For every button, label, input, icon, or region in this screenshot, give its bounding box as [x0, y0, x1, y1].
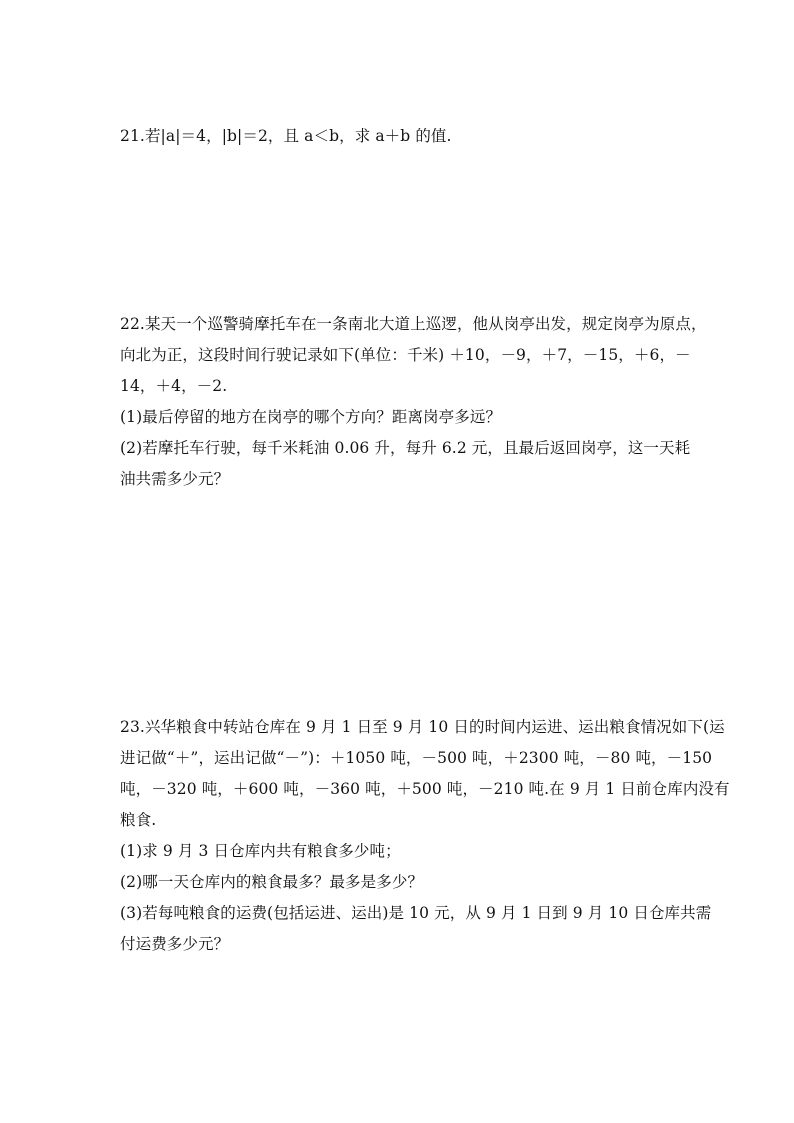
problem-21: [120, 121, 700, 152]
problem-text-line: 付运费多少元？: [120, 935, 230, 953]
sub-question-3: (3)若每吨粮食的运费(包括运进、运出)是 10 元，从 9 月 1 日到 9 月 10 日仓库共需: [120, 904, 712, 922]
problem-text-line: 22.某天一个巡警骑摩托车在一条南北大道上巡逻，他从岗亭出发，规定岗亭为原点，: [120, 315, 707, 333]
problem-text-line: 粮食.: [120, 811, 157, 829]
problem-22: [120, 309, 707, 495]
problem-text-line: 油共需多少元？: [120, 470, 230, 488]
problem-text-line: 21.若|a|＝4，|b|＝2，且 a＜b，求 a＋b 的值.: [120, 127, 452, 145]
problem-23: [120, 712, 730, 960]
problem-text-line: 吨，－320 吨，＋600 吨，－360 吨，＋500 吨，－210 吨.在 9 月 1 日前仓库内没有: [120, 780, 730, 798]
problem-text-line: 23.兴华粮食中转站仓库在 9 月 1 日至 9 月 10 日的时间内运进、运出粮食情况如下(运: [120, 718, 725, 736]
problem-text-line: 进记做“＋”，运出记做“－”)：＋1050 吨，－500 吨，＋2300 吨，－80 吨，－150: [120, 749, 713, 767]
problem-text-line: 14，＋4，－2.: [120, 377, 228, 395]
sub-question-2: (2)哪一天仓库内的粮食最多？最多是多少？: [120, 873, 424, 891]
sub-question-2: (2)若摩托车行驶，每千米耗油 0.06 升，每升 6.2 元，且最后返回岗亭，这一天耗: [120, 439, 691, 457]
problem-text-line: 向北为正，这段时间行驶记录如下(单位：千米) ＋10，－9，＋7，－15，＋6，－: [120, 346, 691, 364]
sub-question-1: (1)求 9 月 3 日仓库内共有粮食多少吨；: [120, 842, 401, 860]
sub-question-1: (1)最后停留的地方在岗亭的哪个方向？距离岗亭多远？: [120, 408, 502, 426]
